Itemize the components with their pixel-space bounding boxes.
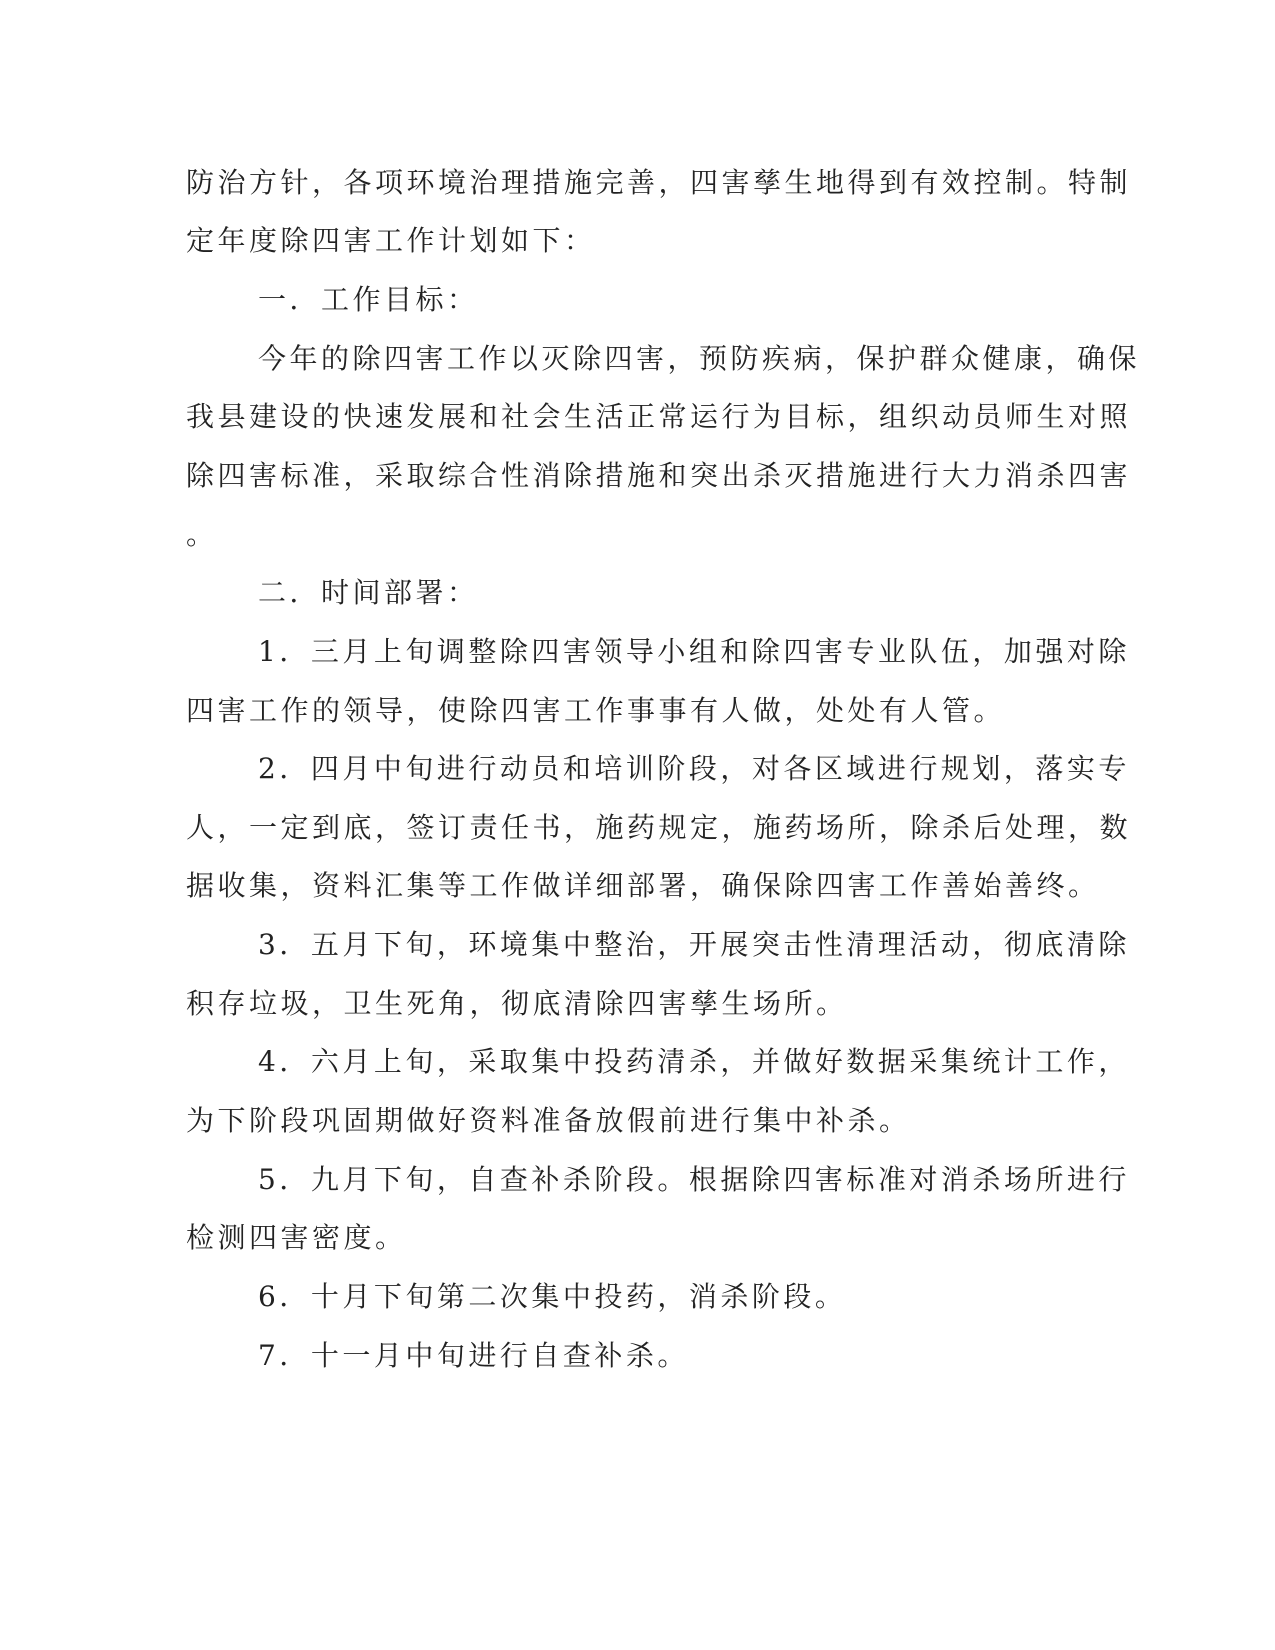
section-heading-goals: 一．工作目标：	[258, 283, 479, 316]
list-item-line: 4．六月上旬，采取集中投药清杀，并做好数据采集统计工作，	[258, 1045, 1130, 1078]
paragraph-line: 。	[186, 518, 218, 551]
list-item-line: 人，一定到底，签订责任书，施药规定，施药场所，除杀后处理，数	[186, 811, 1132, 844]
paragraph-line: 我县建设的快速发展和社会生活正常运行为目标，组织动员师生对照	[186, 400, 1132, 433]
paragraph-line: 定年度除四害工作计划如下：	[186, 224, 596, 257]
paragraph-line: 今年的除四害工作以灭除四害，预防疾病，保护群众健康，确保	[258, 342, 1141, 375]
list-item-line: 四害工作的领导，使除四害工作事事有人做，处处有人管。	[186, 694, 1006, 727]
list-item-line: 检测四害密度。	[186, 1221, 407, 1254]
section-heading-schedule: 二．时间部署：	[258, 576, 479, 609]
list-item-line: 5．九月下旬，自查补杀阶段。根据除四害标准对消杀场所进行	[258, 1163, 1130, 1196]
paragraph-line: 除四害标准，采取综合性消除措施和突出杀灭措施进行大力消杀四害	[186, 459, 1132, 492]
list-item-line: 为下阶段巩固期做好资料准备放假前进行集中补杀。	[186, 1104, 911, 1137]
list-item-line: 3．五月下旬，环境集中整治，开展突击性清理活动，彻底清除	[258, 928, 1130, 961]
list-item-line: 1．三月上旬调整除四害领导小组和除四害专业队伍，加强对除	[258, 635, 1130, 668]
list-item-line: 2．四月中旬进行动员和培训阶段，对各区域进行规划，落实专	[258, 752, 1130, 785]
list-item-line: 7．十一月中旬进行自查补杀。	[258, 1339, 689, 1372]
list-item-line: 6．十月下旬第二次集中投药，消杀阶段。	[258, 1280, 847, 1313]
list-item-line: 积存垃圾，卫生死角，彻底清除四害孳生场所。	[186, 987, 848, 1020]
list-item-line: 据收集，资料汇集等工作做详细部署，确保除四害工作善始善终。	[186, 869, 1100, 902]
paragraph-line: 防治方针，各项环境治理措施完善，四害孳生地得到有效控制。特制	[186, 166, 1132, 199]
